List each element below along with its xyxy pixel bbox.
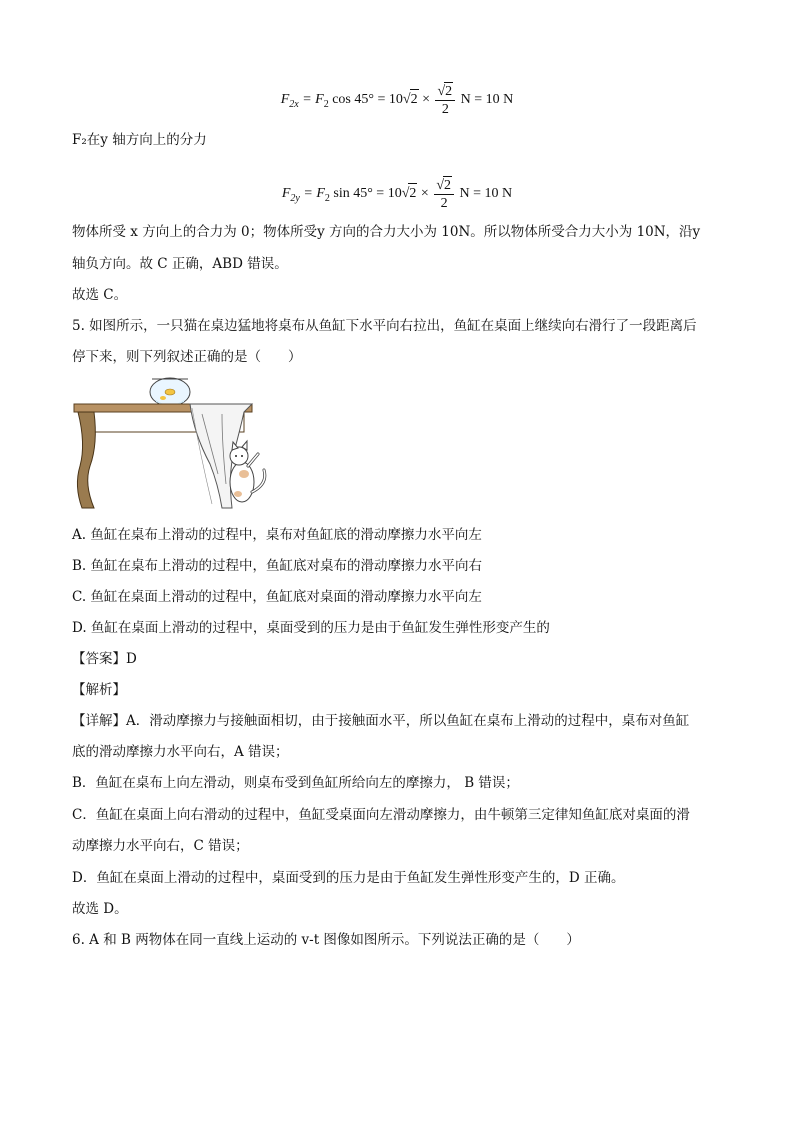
equation-f2x: $F_{2x} = F_2$ cos 45° = 10√2 × $\frac{√2}{2}$ N = 10 N	[280, 84, 514, 117]
question-5-line-1: 5. 如图所示，一只猫在桌边猛地将桌布从鱼缸下水平向右拉出，鱼缸在桌面上继续向右滑行了一段距离后	[72, 318, 697, 334]
option-c: C. 鱼缸在桌面上滑动的过程中，鱼缸底对桌面的滑动摩擦力水平向左	[72, 589, 482, 605]
option-b: B. 鱼缸在桌布上滑动的过程中，鱼缸底对桌布的滑动摩擦力水平向右	[72, 558, 483, 574]
choose-d: 故选 D。	[72, 901, 128, 917]
choose-c: 故选 C。	[72, 287, 128, 303]
table-fishbowl-cat-illustration	[72, 374, 272, 514]
detail-line-6: D．鱼缸在桌面上滑动的过程中，桌面受到的压力是由于鱼缸发生弹性形变产生的，D 正确。	[72, 870, 625, 886]
equation-f2y: $F_{2y} = F_2$ sin 45° = 10√2 × $\frac{√2}{2}$ N = 10 N	[281, 178, 513, 211]
f2y-heading: F₂在y 轴方向上的分力	[72, 132, 207, 148]
option-a: A. 鱼缸在桌布上滑动的过程中，桌布对鱼缸底的滑动摩擦力水平向左	[72, 527, 482, 543]
summary-line-1: 物体所受 x 方向上的合力为 0；物体所受y 方向的合力大小为 10N。所以物体所受合力大小为 10N，沿y	[72, 224, 701, 240]
detail-line-2: 底的滑动摩擦力水平向右，A 错误；	[72, 744, 289, 760]
question-6: 6. A 和 B 两物体在同一直线上运动的 v-t 图像如图所示。下列说法正确的是（ ）	[72, 932, 580, 948]
answer-label: 【答案】D	[72, 651, 137, 667]
summary-line-2: 轴负方向。故 C 正确，ABD 错误。	[72, 256, 288, 272]
option-d: D. 鱼缸在桌面上滑动的过程中，桌面受到的压力是由于鱼缸发生弹性形变产生的	[72, 620, 550, 636]
detail-line-5: 动摩擦力水平向右，C 错误；	[72, 838, 249, 854]
detail-line-1: 【详解】A．滑动摩擦力与接触面相切，由于接触面水平，所以鱼缸在桌布上滑动的过程中，桌布对鱼缸	[72, 713, 690, 729]
detail-line-3: B．鱼缸在桌布上向左滑动，则桌布受到鱼缸所给向左的摩擦力， B 错误；	[72, 775, 519, 791]
question-5-line-2: 停下来，则下列叙述正确的是（ ）	[72, 349, 302, 365]
fraction: $\frac{√2}{2}$	[434, 176, 454, 212]
fraction: $\frac{√2}{2}$	[435, 82, 455, 118]
detail-line-4: C．鱼缸在桌面上向右滑动的过程中，鱼缸受桌面向左滑动摩擦力，由牛顿第三定律知鱼缸底对桌面的滑	[72, 807, 690, 823]
analysis-label: 【解析】	[72, 682, 126, 698]
